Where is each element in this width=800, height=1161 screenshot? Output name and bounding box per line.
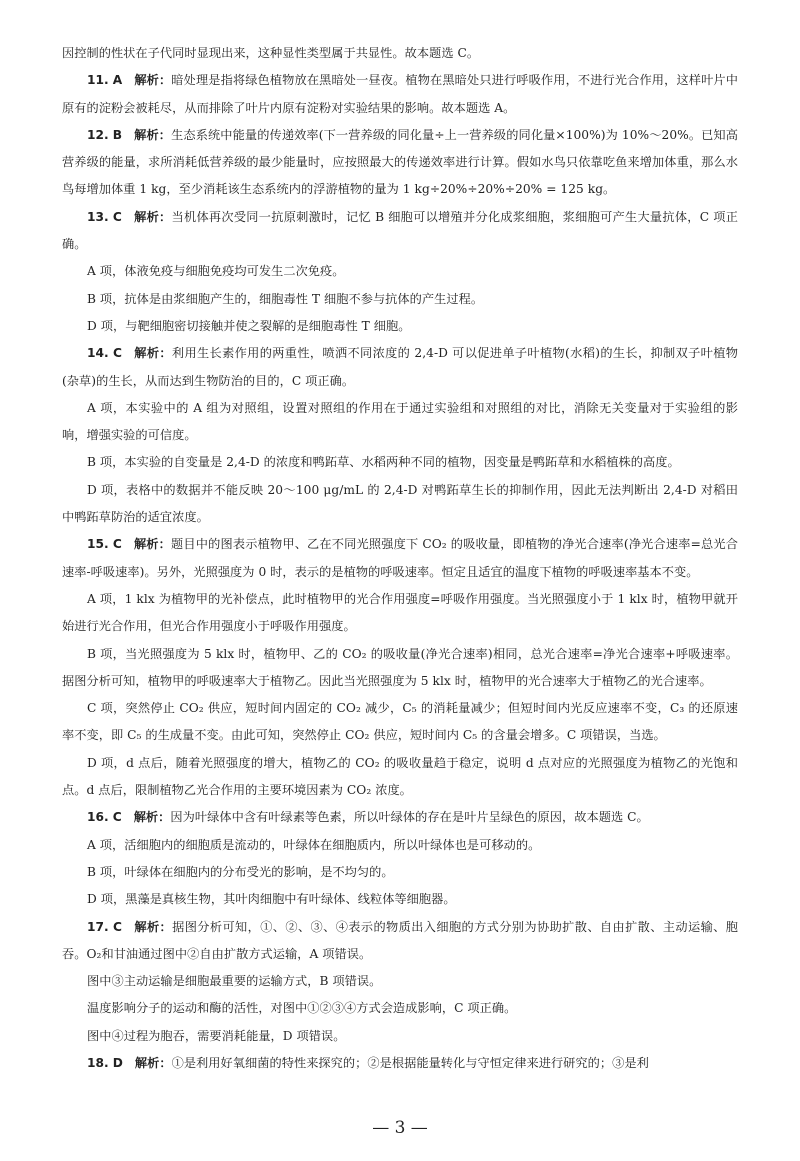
item-17-paragraph [62,995,738,1022]
item-15-paragraph [62,586,738,641]
item-14-paragraph [62,477,738,532]
item-number: 12. [87,127,109,142]
item-16-paragraph [62,832,738,859]
paragraph-text: 当机体再次受同一抗原刺激时，记忆 B 细胞可以增殖并分化成浆细胞，浆细胞可产生大量抗体，C 项正确。 [62,209,738,252]
item-11-header [62,67,738,122]
item-17-header [62,914,738,969]
paragraph-text: C 项，突然停止 CO₂ 供应，短时间内固定的 CO₂ 减少，C₅ 的消耗量减少；但短时间内光反应速率不变，C₃ 的还原速率不变，即 C₅ 的生成量不变。由此可知，突然停止 CO₂ 供应，短时间内 C₅ 的含量会增多。C 项错误，当选。 [62,701,738,743]
paragraph-text: B 项，当光照强度为 5 klx 时，植物甲、乙的 CO₂ 的吸收量(净光合速率)相同，总光合速率=净光合速率+呼吸速率。据图分析可知，植物甲的呼吸速率大于植物乙。因此当光照强度为 5 klx 时，植物甲的光合速率大于植物乙的光合速率。 [62,646,738,688]
item-number: 13. [87,209,109,224]
item-16-header [62,804,738,831]
item-12-header [62,122,738,204]
item-number: 11. [87,73,109,88]
paragraph-text: D 项，表格中的数据并不能反映 20～100 μg/mL 的 2,4-D 对鸭跖草生长的抑制作用，因此无法判断出 2,4-D 对稻田中鸭跖草防治的适宜浓度。 [62,482,738,525]
analysis-label: 解析： [134,1055,172,1070]
paragraph-text: A 项，活细胞内的细胞质是流动的，叶绿体在细胞质内，所以叶绿体也是可移动的。 [87,837,541,852]
item-number: 15. [87,537,109,552]
item-16-paragraph [62,886,738,913]
item-answer: C [112,537,122,552]
item-16-paragraph [62,859,738,886]
answer-page [62,40,738,1077]
paragraph-text: A 项，本实验中的 A 组为对照组，设置对照组的作用在于通过实验组和对照组的对比，消除无关变量对于实验组的影响，增强实验的可信度。 [62,400,738,443]
item-17-paragraph [62,968,738,995]
item-answer: C [112,346,122,361]
item-13-paragraph [62,313,738,340]
paragraph-text: 利用生长素作用的两重性，喷洒不同浓度的 2,4-D 可以促进单子叶植物(水稻)的生长，抑制双子叶植物(杂草)的生长，从而达到生物防治的目的，C 项正确。 [62,346,738,388]
paragraph-text: 图中④过程为胞吞，需要消耗能量，D 项错误。 [87,1028,346,1043]
item-answer: B [112,127,123,142]
item-answer: C [112,810,122,825]
item-17-paragraph [62,1023,738,1050]
page-number: — 3 — [372,1118,428,1138]
paragraph-text: 因为叶绿体中含有叶绿素等色素，所以叶绿体的存在是叶片呈绿色的原因，故本题选 C。 [170,810,649,825]
paragraph-text: A 项，1 klx 为植物甲的光补偿点，此时植物甲的光合作用强度=呼吸作用强度。当光照强度小于 1 klx 时，植物甲就开始进行光合作用，但光合作用强度小于呼吸作用强度。 [62,591,738,634]
paragraph-text: 题目中的图表示植物甲、乙在不同光照强度下 CO₂ 的吸收量，即植物的净光合速率(净光合速率=总光合速率-呼吸速率)。另外，光照强度为 0 时，表示的是植物的呼吸速率。恒定且适宜的温度下植物的呼吸速率基本不变。 [62,537,738,579]
item-answer: C [112,209,122,224]
item-number: 18. [87,1055,109,1070]
paragraph-text: A 项，体液免疫与细胞免疫均可发生二次免疫。 [87,264,345,279]
item-13-header [62,204,738,259]
item-answer: C [113,919,123,934]
item-15-header [62,531,738,586]
analysis-label: 解析： [133,810,171,825]
paragraph-text: 图中③主动运输是细胞最重要的运输方式，B 项错误。 [87,974,382,989]
item-18-header [62,1050,738,1077]
paragraph-text: ①是利用好氧细菌的特性来探究的；②是根据能量转化与守恒定律来进行研究的；③是利 [171,1055,649,1070]
intro-line: 因控制的性状在子代同时显现出来，这种显性类型属于共显性。故本题选 C。 [62,46,480,60]
paragraph-text: B 项，抗体是由浆细胞产生的，细胞毒性 T 细胞不参与抗体的产生过程。 [87,291,484,306]
item-13-paragraph [62,286,738,313]
item-15-paragraph [62,641,738,696]
paragraph-text: D 项，与靶细胞密切接触并使之裂解的是细胞毒性 T 细胞。 [87,318,411,333]
item-answer: A [112,73,123,88]
item-answer: D [112,1055,123,1070]
item-14-paragraph [62,395,738,450]
paragraph-text: B 项，叶绿体在细胞内的分布受光的影响，是不均匀的。 [87,864,394,879]
item-14-header [62,340,738,395]
paragraph-text: 温度影响分子的运动和酶的活性，对图中①②③④方式会造成影响，C 项正确。 [87,1001,517,1016]
analysis-label: 解析： [133,346,172,361]
analysis-label: 解析： [134,919,173,934]
item-14-paragraph [62,449,738,476]
item-number: 14. [87,346,109,361]
paragraph-text: 暗处理是指将绿色植物放在黑暗处一昼夜。植物在黑暗处只进行呼吸作用，不进行光合作用，这样叶片中原有的淀粉会被耗尽，从而排除了叶片内原有淀粉对实验结果的影响。故本题选 A。 [62,73,738,115]
analysis-label: 解析： [134,127,172,142]
analysis-label: 解析： [134,73,172,88]
paragraph-text: 据图分析可知，①、②、③、④表示的物质出入细胞的方式分别为协助扩散、自由扩散、主动运输、胞吞。O₂和甘油通过图中②自由扩散方式运输，A 项错误。 [62,919,738,961]
item-13-paragraph [62,258,738,285]
paragraph-text: 生态系统中能量的传递效率(下一营养级的同化量÷上一营养级的同化量×100%)为 10%～20%。已知高营养级的能量，求所消耗低营养级的最少能量时，应按照最大的传递效率进行计算。假如水鸟只依靠吃鱼来增加体重，那么水鸟每增加体重 1 kg，至少消耗该生态系统内的浮游植物的量为 1 kg÷20%÷20%÷20% = 125 kg。 [62,127,738,197]
paragraph-text: D 项，黑藻是真核生物，其叶肉细胞中有叶绿体、线粒体等细胞器。 [87,892,456,907]
analysis-label: 解析： [133,209,172,224]
item-number: 17. [87,919,109,934]
paragraph-text: D 项，d 点后，随着光照强度的增大，植物乙的 CO₂ 的吸收量趋于稳定，说明 d 点对应的光照强度为植物乙的光饱和点。d 点后，限制植物乙光合作用的主要环境因素为 CO₂ 浓度。 [62,755,738,798]
item-15-paragraph [62,695,738,750]
analysis-label: 解析： [133,537,172,552]
paragraph-text: B 项，本实验的自变量是 2,4-D 的浓度和鸭跖草、水稻两种不同的植物，因变量是鸭跖草和水稻植株的高度。 [87,455,680,470]
item-number: 16. [87,810,109,825]
item-15-paragraph [62,750,738,805]
